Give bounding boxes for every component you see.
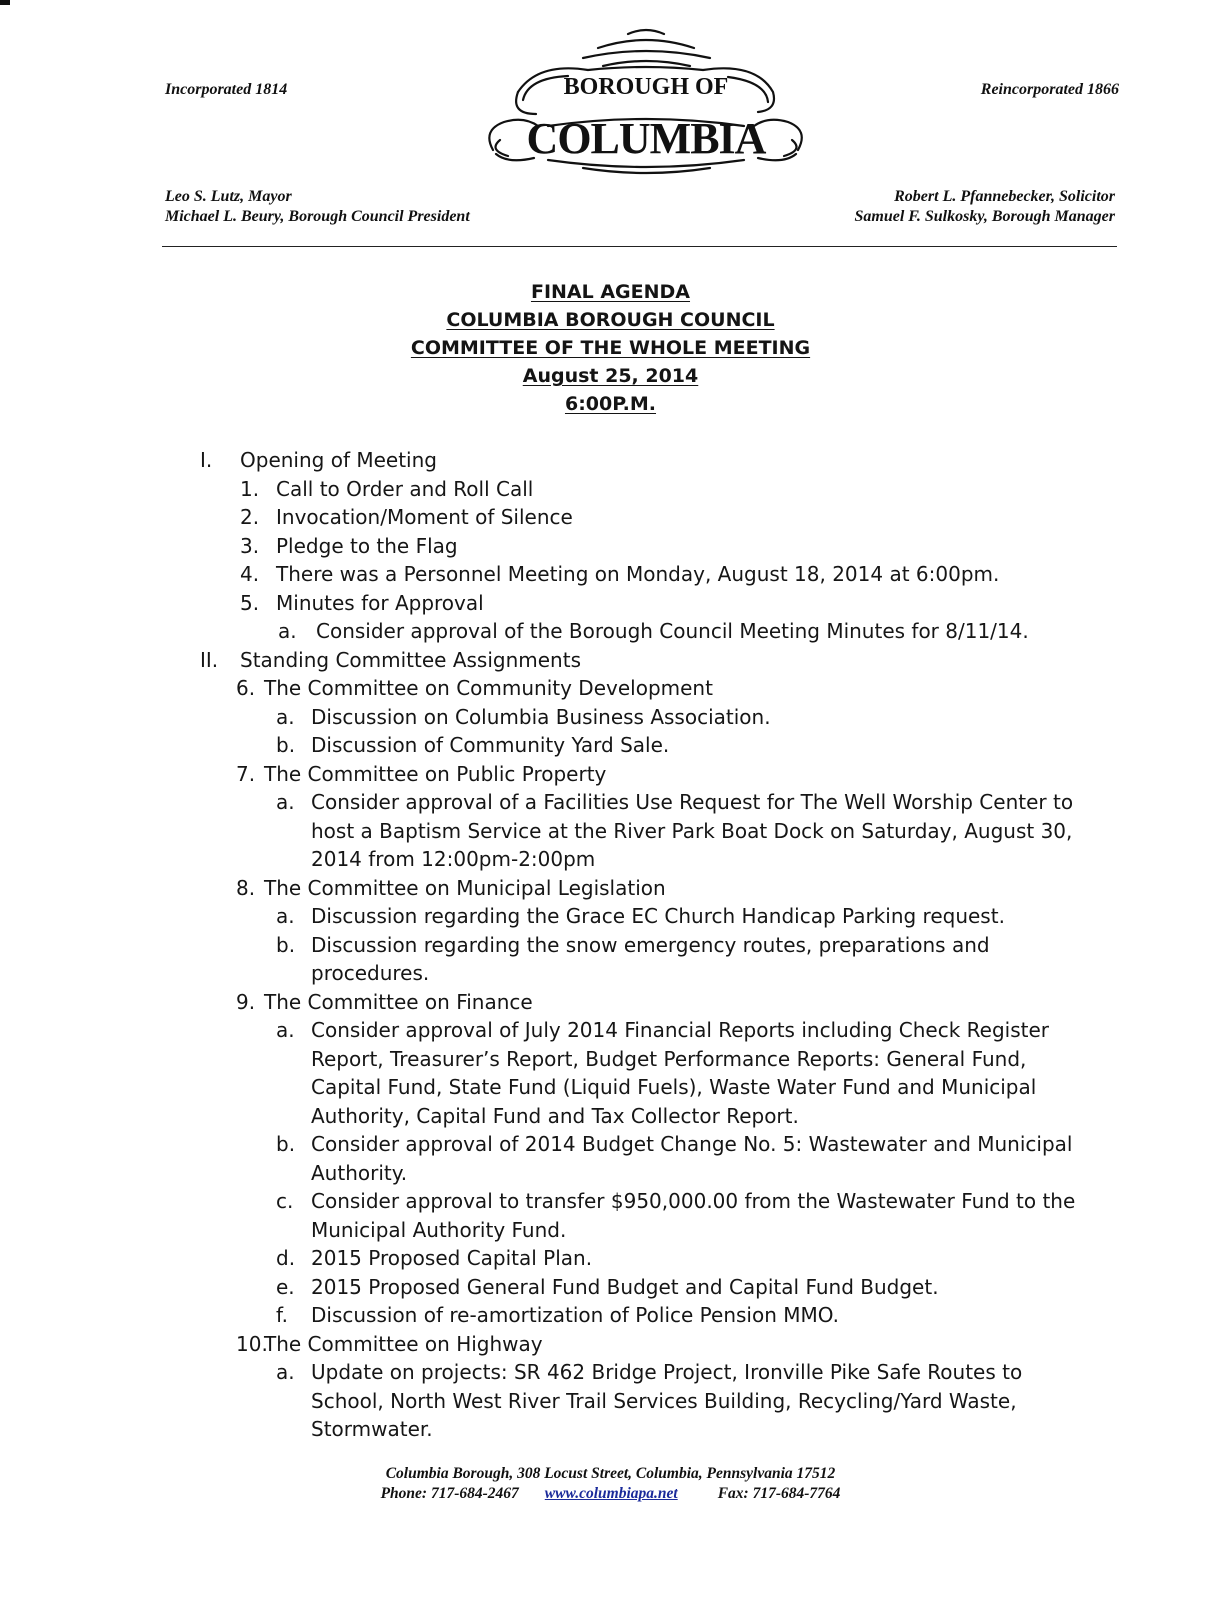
subitem-text: Discussion regarding the Grace EC Church Handicap Parking request. <box>311 904 1005 928</box>
item-text: The Committee on Community Development <box>264 676 713 700</box>
subitem-text: Authority, Capital Fund and Tax Collector Report. <box>311 1103 799 1128</box>
meeting-date: August 25, 2014 <box>522 365 699 387</box>
agenda-subitem-continuation <box>0 1073 1221 1102</box>
subitem-letter: b. <box>276 1132 296 1156</box>
subitem-text: host a Baptism Service at the River Park Boat Dock on Saturday, August 30, <box>311 818 1073 843</box>
subitem-text: Consider approval of the Borough Council Meeting Minutes for 8/11/14. <box>316 619 1029 643</box>
meeting-time: 6:00P.M. <box>564 393 657 415</box>
agenda-subitem-continuation <box>0 1216 1221 1245</box>
agenda-item <box>0 674 1221 703</box>
section-number: II. <box>200 647 219 672</box>
agenda-item <box>0 503 1221 532</box>
footer-address: Columbia Borough, 308 Locust Street, Columbia, Pennsylvania 17512 <box>385 1465 836 1482</box>
agenda-subitem-continuation <box>0 817 1221 846</box>
item-number: 2. <box>240 505 260 529</box>
page-footer <box>0 1464 1221 1504</box>
agenda-section <box>0 446 1221 475</box>
logo-columbia-text: COLUMBIA <box>526 114 766 163</box>
item-text: Invocation/Moment of Silence <box>276 505 573 529</box>
subitem-letter: a. <box>276 790 295 814</box>
subitem-text: Authority. <box>311 1160 408 1185</box>
item-text: Pledge to the Flag <box>276 533 458 558</box>
title-line-3: COMMITTEE OF THE WHOLE MEETING <box>410 337 811 359</box>
subitem-letter: e. <box>276 1274 295 1299</box>
subitem-text: School, North West River Trail Services Building, Recycling/Yard Waste, <box>311 1388 1017 1413</box>
agenda-item <box>0 532 1221 561</box>
agenda-subitem <box>0 1016 1221 1045</box>
reincorporated-date: Reincorporated 1866 <box>980 81 1119 98</box>
item-text: The Committee on Highway <box>264 1331 543 1356</box>
subitem-letter: d. <box>276 1246 296 1270</box>
subitem-letter: a. <box>276 1018 295 1042</box>
subitem-text: Stormwater. <box>311 1417 433 1441</box>
item-number: 9. <box>236 989 256 1014</box>
agenda-item <box>0 988 1221 1017</box>
subitem-letter: b. <box>276 932 296 957</box>
subitem-text: 2014 from 12:00pm-2:00pm <box>311 847 596 871</box>
item-text: Minutes for Approval <box>276 590 484 615</box>
subitem-letter: f. <box>276 1303 288 1327</box>
item-text: The Committee on Municipal Legislation <box>264 875 666 900</box>
agenda-subitem <box>0 1187 1221 1216</box>
subitem-text: 2015 Proposed General Fund Budget and Capital Fund Budget. <box>311 1274 939 1299</box>
footer-website-link[interactable]: www.columbiapa.net <box>544 1485 678 1502</box>
item-text: Call to Order and Roll Call <box>276 476 534 501</box>
subitem-letter: a. <box>278 619 297 643</box>
subitem-text: Discussion of re-amortization of Police Pension MMO. <box>311 1303 840 1327</box>
subitem-text: Consider approval of a Facilities Use Request for The Well Worship Center to <box>311 790 1074 814</box>
item-number: 8. <box>236 875 256 900</box>
item-number: 1. <box>240 476 260 501</box>
title-line-1: FINAL AGENDA <box>530 281 691 303</box>
subitem-text: Discussion regarding the snow emergency routes, preparations and <box>311 932 990 957</box>
subitem-text: Update on projects: SR 462 Bridge Project, Ironville Pike Safe Routes to <box>311 1360 1023 1384</box>
subitem-text: procedures. <box>311 961 430 985</box>
subitem-text: 2015 Proposed Capital Plan. <box>311 1246 593 1270</box>
item-number: 4. <box>240 562 260 586</box>
agenda-item <box>0 560 1221 589</box>
subitem-letter: c. <box>276 1189 294 1213</box>
subitem-text: Discussion of Community Yard Sale. <box>311 733 670 757</box>
agenda-subitem-continuation <box>0 1387 1221 1416</box>
agenda-subitem <box>0 931 1221 960</box>
agenda-subitem <box>0 617 1221 646</box>
agenda-subitem <box>0 902 1221 931</box>
item-number: 5. <box>240 590 260 615</box>
agenda-subitem <box>0 1273 1221 1302</box>
manager-name: Samuel F. Sulkosky, Borough Manager <box>854 208 1115 225</box>
item-text: There was a Personnel Meeting on Monday, August 18, 2014 at 6:00pm. <box>276 562 1000 586</box>
footer-phone: Phone: 717-684-2467 <box>380 1485 519 1502</box>
subitem-text: Consider approval to transfer $950,000.00 from the Wastewater Fund to the <box>311 1189 1076 1213</box>
officials-right <box>854 187 1115 227</box>
logo-borough-of-text: BOROUGH OF <box>563 74 729 100</box>
agenda-item <box>0 589 1221 618</box>
agenda-title-block <box>0 278 1221 418</box>
agenda-subitem <box>0 703 1221 732</box>
subitem-text: Municipal Authority Fund. <box>311 1217 567 1242</box>
subitem-letter: a. <box>276 1360 295 1384</box>
agenda-section <box>0 646 1221 675</box>
item-text: The Committee on Finance <box>264 989 533 1014</box>
agenda-subitem <box>0 1244 1221 1273</box>
solicitor-name: Robert L. Pfannebecker, Solicitor <box>894 188 1115 205</box>
section-title: Opening of Meeting <box>240 448 437 472</box>
footer-contact-line <box>0 1484 1221 1504</box>
subitem-letter: a. <box>276 904 295 928</box>
agenda-list <box>0 446 1221 1444</box>
section-title: Standing Committee Assignments <box>240 647 581 672</box>
mayor-name: Leo S. Lutz, Mayor <box>165 188 292 205</box>
title-line-2: COLUMBIA BOROUGH COUNCIL <box>446 309 775 331</box>
agenda-subitem <box>0 731 1221 760</box>
item-number: 10. <box>236 1331 268 1356</box>
council-president-name: Michael L. Beury, Borough Council President <box>165 208 470 225</box>
item-number: 3. <box>240 533 260 558</box>
item-number: 7. <box>236 761 256 786</box>
agenda-subitem <box>0 1301 1221 1330</box>
agenda-subitem <box>0 1358 1221 1387</box>
footer-fax: Fax: 717-684-7764 <box>717 1485 841 1502</box>
subitem-text: Report, Treasurer’s Report, Budget Performance Reports: General Fund, <box>311 1046 1027 1071</box>
incorporated-date: Incorporated 1814 <box>165 81 288 98</box>
scan-edge-mark <box>0 0 10 5</box>
agenda-item <box>0 475 1221 504</box>
officials-left <box>165 187 470 227</box>
subitem-letter: b. <box>276 733 296 757</box>
subitem-letter: a. <box>276 704 295 729</box>
agenda-item <box>0 760 1221 789</box>
agenda-subitem-continuation <box>0 845 1221 874</box>
agenda-subitem <box>0 1130 1221 1159</box>
agenda-subitem <box>0 788 1221 817</box>
agenda-subitem-continuation <box>0 1102 1221 1131</box>
agenda-item <box>0 874 1221 903</box>
header-divider <box>162 246 1117 247</box>
agenda-item <box>0 1330 1221 1359</box>
borough-seal-logo <box>478 22 813 177</box>
agenda-subitem-continuation <box>0 1045 1221 1074</box>
section-number: I. <box>200 448 213 472</box>
subitem-text: Consider approval of July 2014 Financial Reports including Check Register <box>311 1018 1049 1042</box>
item-number: 6. <box>236 676 256 700</box>
subitem-text: Discussion on Columbia Business Association. <box>311 704 771 729</box>
subitem-text: Capital Fund, State Fund (Liquid Fuels), Waste Water Fund and Municipal <box>311 1075 1037 1099</box>
item-text: The Committee on Public Property <box>264 761 607 786</box>
agenda-subitem-continuation <box>0 1159 1221 1188</box>
agenda-subitem-continuation <box>0 1415 1221 1444</box>
agenda-subitem-continuation <box>0 959 1221 988</box>
subitem-text: Consider approval of 2014 Budget Change No. 5: Wastewater and Municipal <box>311 1132 1073 1156</box>
